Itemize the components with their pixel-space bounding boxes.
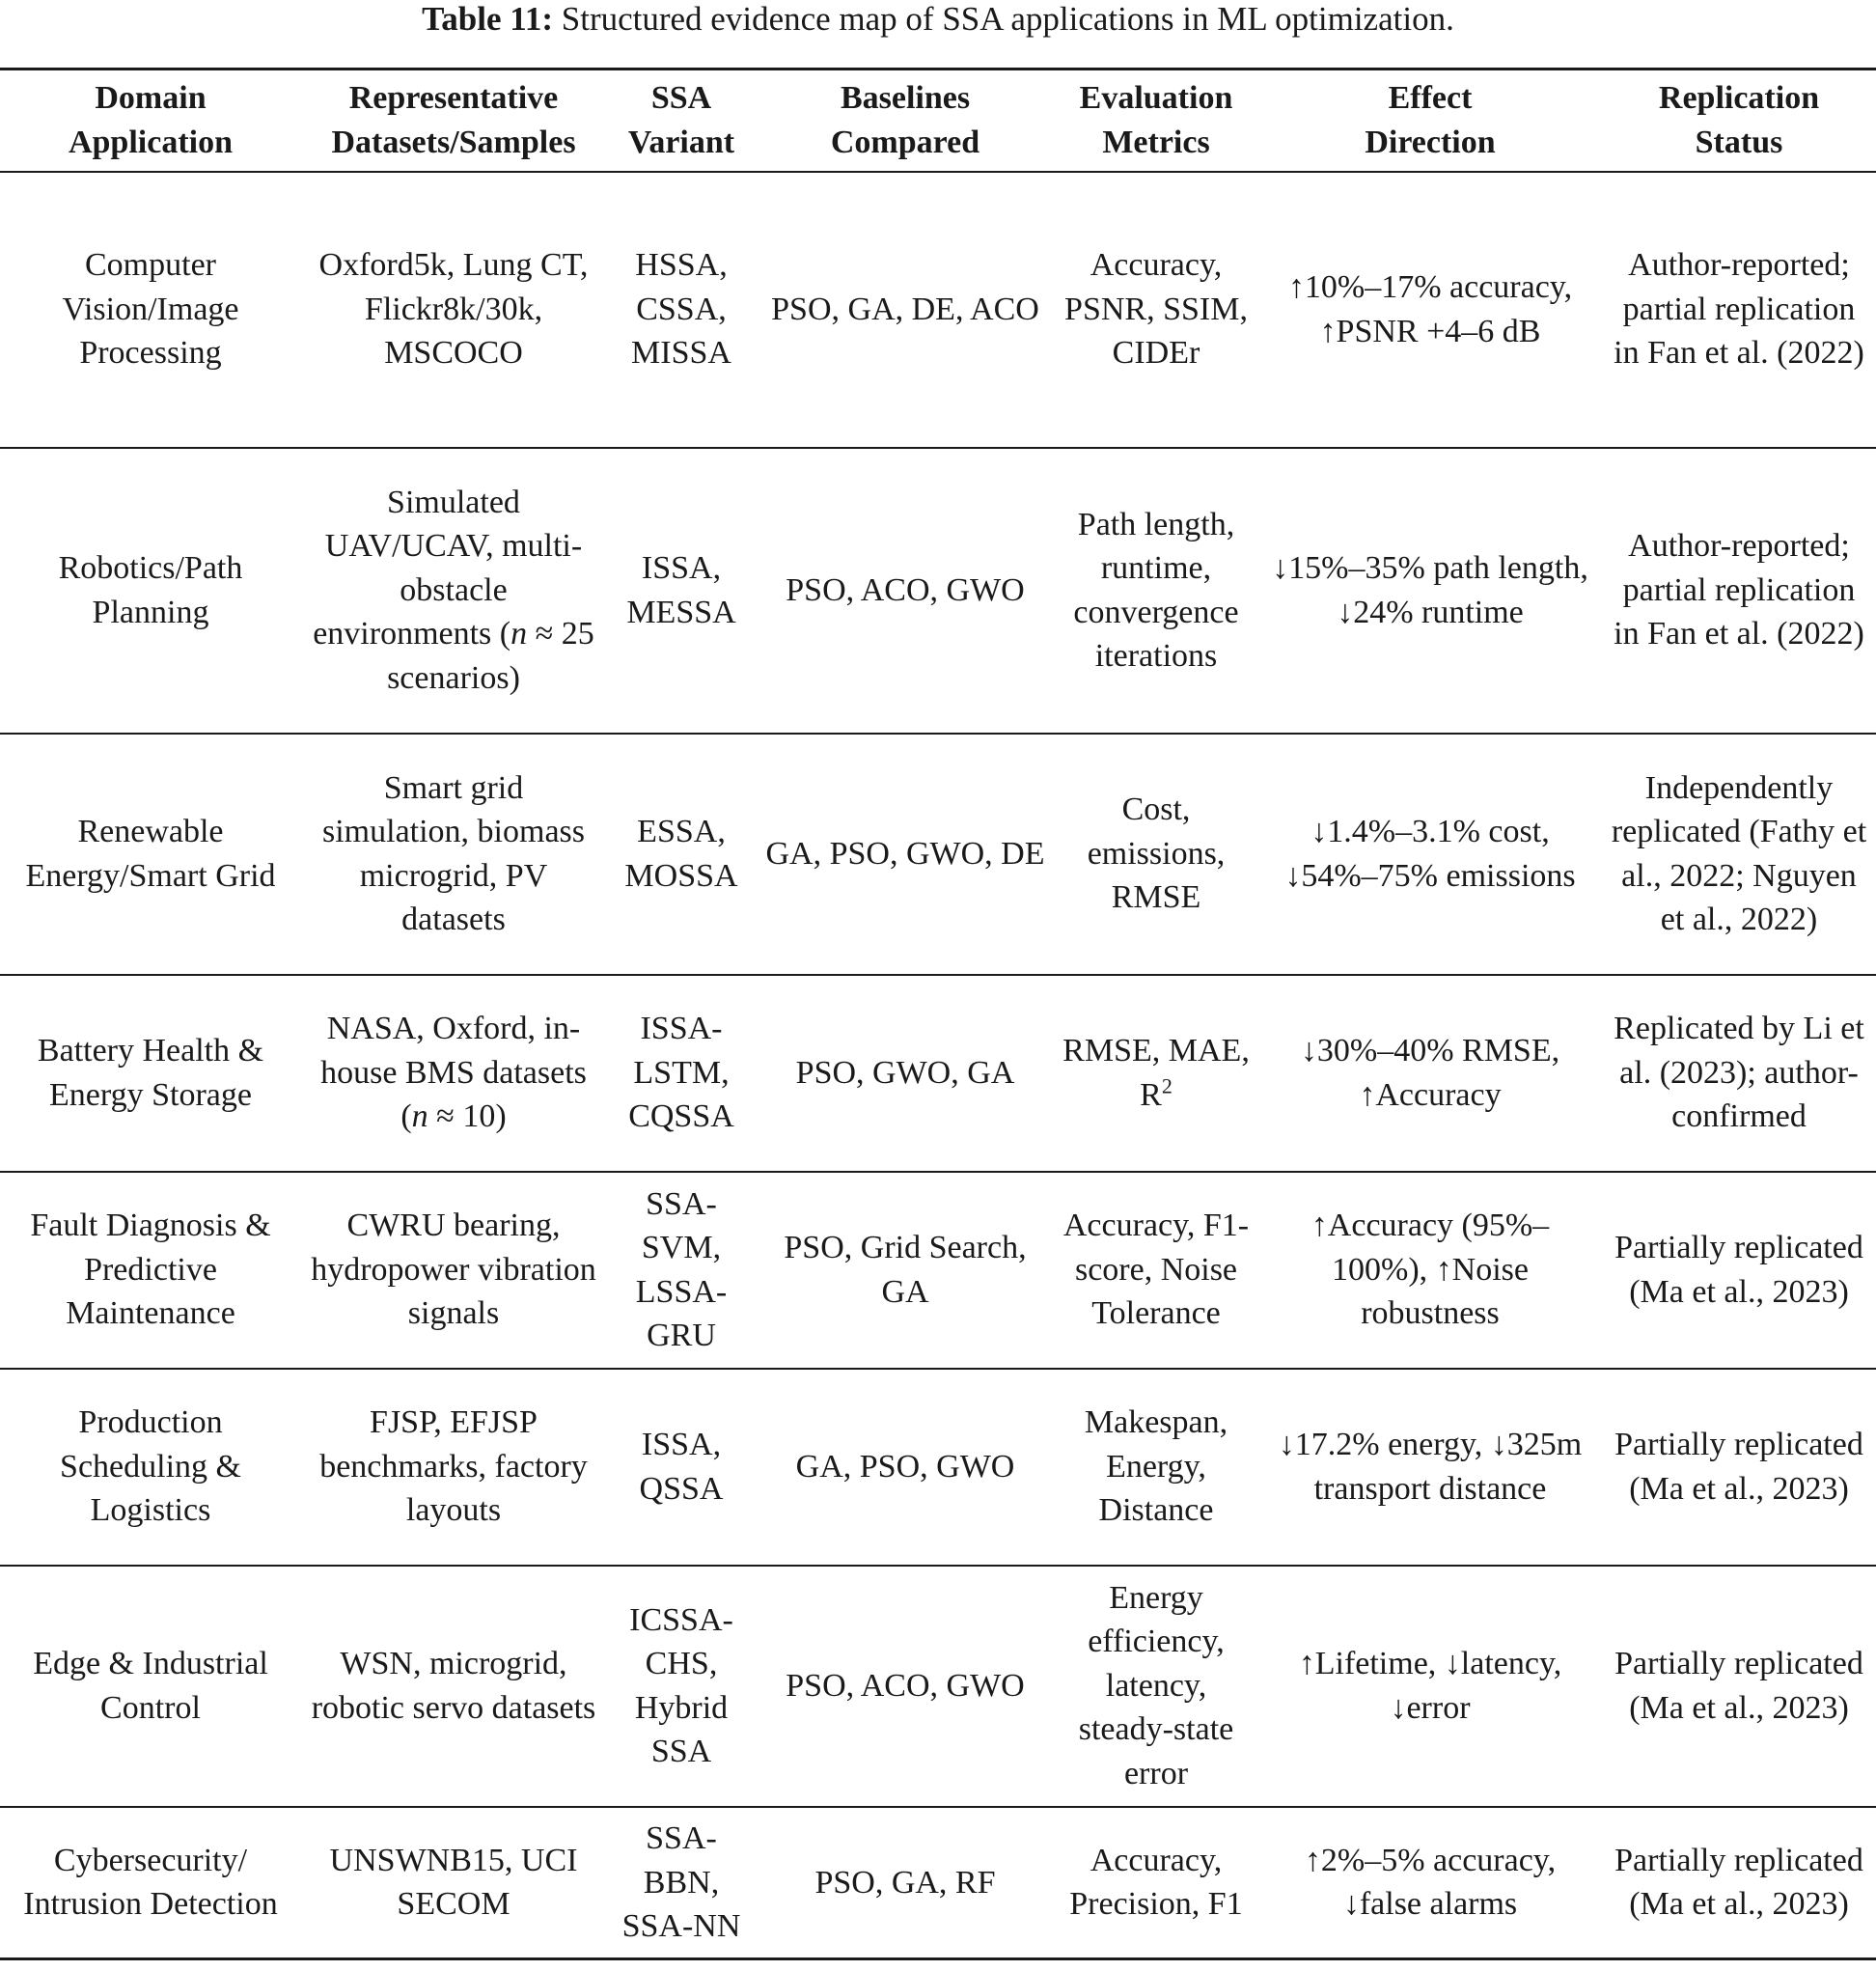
cell-metrics: Accuracy, Precision, F1 [1069, 1842, 1243, 1923]
header-domain: Domain Application [68, 80, 234, 160]
cell-domain: Renewable Energy/Smart Grid [25, 814, 276, 894]
cell-replication: Replicated by Li et al. (2023); author-confirmed [1614, 1011, 1864, 1135]
header-variant: SSA Variant [627, 80, 735, 160]
cell-baselines: PSO, GA, DE, ACO [771, 291, 1039, 327]
cell-datasets: Oxford5k, Lung CT, Flickr8k/30k, MSCOCO [318, 247, 589, 372]
header-metrics: Evaluation Metrics [1079, 80, 1233, 160]
table-row [0, 172, 1876, 448]
cell-variant: SSA-SVM, LSSA-GRU [635, 1185, 728, 1353]
cell-effect: ↓1.4%–3.1% cost, ↓54%–75% emissions [1284, 814, 1576, 894]
header-effect: Effect Direction [1365, 80, 1496, 160]
cell-effect: ↓17.2% energy, ↓325m transport distance [1278, 1427, 1583, 1507]
cell-baselines: PSO, ACO, GWO [786, 1667, 1025, 1704]
cell-baselines: GA, PSO, GWO [795, 1448, 1015, 1485]
caption-text: Structured evidence map of SSA applications in ML optimization. [561, 0, 1454, 38]
cell-datasets: NASA, Oxford, in-house BMS datasets (n ≈ 10) [320, 1011, 587, 1135]
cell-baselines: PSO, GA, RF [814, 1864, 996, 1901]
cell-replication: Independently replicated (Fathy et al., 2022; Nguyen et al., 2022) [1611, 769, 1867, 937]
cell-replication: Author-reported; partial replication in Fan et al. (2022) [1614, 247, 1864, 372]
table-row [0, 975, 1876, 1172]
cell-variant: ICSSA-CHS, Hybrid SSA [629, 1601, 733, 1769]
table-row [0, 1807, 1876, 1959]
caption-label: Table 11: [422, 0, 554, 38]
cell-replication: Partially replicated (Ma et al., 2023) [1614, 1230, 1863, 1310]
cell-effect: ↓30%–40% RMSE, ↑Accuracy [1300, 1033, 1560, 1113]
cell-datasets: WSN, microgrid, robotic servo datasets [311, 1646, 596, 1726]
cell-variant: ESSA, MOSSA [624, 814, 738, 894]
table-row [0, 448, 1876, 734]
cell-effect: ↑Lifetime, ↓latency, ↓error [1298, 1646, 1562, 1726]
cell-effect: ↑2%–5% accuracy, ↓false alarms [1304, 1842, 1557, 1923]
cell-datasets: FJSP, EFJSP benchmarks, factory layouts [319, 1404, 588, 1529]
cell-replication: Partially replicated (Ma et al., 2023) [1614, 1427, 1863, 1507]
cell-domain: Edge & Industrial Control [33, 1646, 268, 1726]
evidence-table [0, 68, 1876, 1960]
cell-metrics: Accuracy, F1-score, Noise Tolerance [1062, 1208, 1250, 1332]
cell-domain: Cybersecurity/ Intrusion Detection [23, 1842, 278, 1923]
header-replication: Replication Status [1658, 80, 1820, 160]
cell-variant: SSA-BBN, SSA-NN [621, 1820, 741, 1944]
cell-baselines: PSO, Grid Search, GA [784, 1230, 1027, 1310]
table-row [0, 1369, 1876, 1566]
cell-metrics: RMSE, MAE, $R^2$ [1062, 1033, 1250, 1113]
table-caption [0, 0, 1876, 39]
cell-domain: Battery Health & Energy Storage [37, 1033, 264, 1113]
cell-metrics: Makespan, Energy, Distance [1084, 1404, 1228, 1529]
cell-domain: Production Scheduling & Logistics [60, 1404, 241, 1529]
cell-variant: ISSA-LSTM, CQSSA [628, 1011, 734, 1135]
cell-variant: ISSA, QSSA [639, 1427, 724, 1507]
cell-effect: ↓15%–35% path length, ↓24% runtime [1272, 550, 1588, 630]
cell-effect: ↑Accuracy (95%–100%), ↑Noise robustness [1310, 1208, 1550, 1332]
cell-domain: Robotics/Path Planning [58, 550, 243, 630]
cell-domain: Computer Vision/Image Processing [62, 247, 239, 372]
cell-metrics: Energy efficiency, latency, steady-state error [1078, 1579, 1234, 1791]
cell-datasets: Smart grid simulation, biomass microgrid, PV datasets [322, 769, 585, 937]
table-row [0, 1172, 1876, 1369]
cell-variant: ISSA, MESSA [626, 550, 736, 630]
cell-metrics: Cost, emissions, RMSE [1087, 791, 1226, 916]
cell-variant: HSSA, CSSA, MISSA [631, 247, 731, 372]
cell-domain: Fault Diagnosis & Predictive Maintenance [30, 1208, 271, 1332]
cell-replication: Partially replicated (Ma et al., 2023) [1614, 1842, 1863, 1923]
cell-baselines: PSO, ACO, GWO [786, 571, 1025, 608]
cell-replication: Partially replicated (Ma et al., 2023) [1614, 1646, 1863, 1726]
cell-metrics: Accuracy, PSNR, SSIM, CIDEr [1064, 247, 1248, 372]
header-baselines: Baselines Compared [830, 80, 980, 160]
cell-replication: Author-reported; partial replication in Fan et al. (2022) [1614, 528, 1864, 652]
cell-effect: ↑10%–17% accuracy, ↑PSNR +4–6 dB [1287, 269, 1573, 349]
header-row [0, 69, 1876, 172]
cell-datasets: Simulated UAV/UCAV, multi-obstacle environments (n ≈ 25 scenarios) [313, 484, 594, 696]
table-row [0, 734, 1876, 975]
cell-baselines: GA, PSO, GWO, DE [765, 835, 1045, 872]
cell-datasets: CWRU bearing, hydropower vibration signals [311, 1208, 596, 1332]
cell-datasets: UNSWNB15, UCI SECOM [329, 1842, 578, 1923]
cell-metrics: Path length, runtime, convergence iterations [1073, 506, 1239, 674]
cell-baselines: PSO, GWO, GA [795, 1054, 1015, 1091]
header-datasets: Representative Datasets/Samples [331, 80, 576, 160]
table-row [0, 1566, 1876, 1807]
